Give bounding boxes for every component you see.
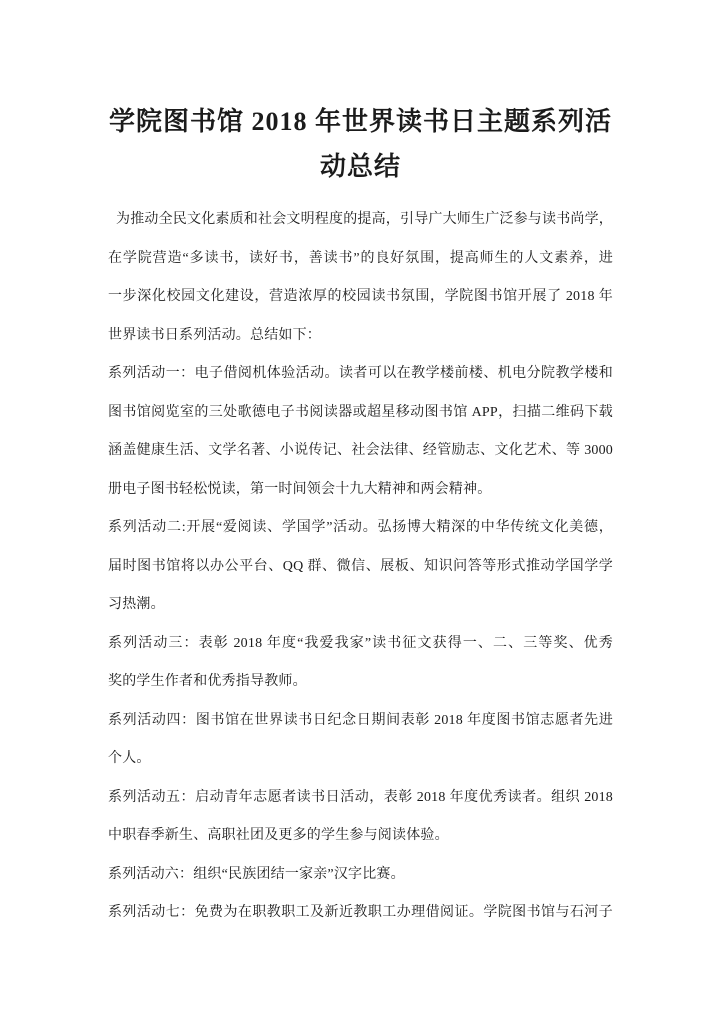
paragraph-activity-7 (108, 894, 613, 933)
body-line: 系列活动五：启动青年志愿者读书日活动，表彰 2018 年度优秀读者。组织 2018 (108, 789, 613, 805)
body-line: 习热潮。 (108, 597, 165, 612)
document-title (0, 99, 721, 189)
body-line: 涵盖健康生活、文学名著、小说传记、社会法律、经管励志、文化艺术、等 3000 (108, 443, 613, 458)
body-line: 系列活动七：免费为在职教职工及新近教职工办理借阅证。学院图书馆与石河子 (108, 905, 613, 920)
paragraph-activity-6 (108, 856, 613, 895)
body-line: 图书馆阅览室的三处歌德电子书阅读器或超星移动图书馆 APP，扫描二维码下载 (108, 404, 613, 420)
body-line: 系列活动四：图书馆在世界读书日纪念日期间表彰 2018 年度图书馆志愿者先进 (108, 712, 613, 728)
body-line: 奖的学生作者和优秀指导教师。 (108, 674, 307, 689)
document-body (108, 201, 613, 933)
paragraph-activity-3 (108, 625, 613, 702)
paragraph-activity-1 (108, 355, 613, 509)
paragraph-intro (108, 201, 613, 355)
body-line: 系列活动三：表彰 2018 年度“我爱我家”读书征文获得一、二、三等奖、优秀 (108, 635, 613, 651)
body-line: 在学院营造“多读书，读好书，善读书”的良好氛围，提高师生的人文素养，进 (108, 250, 613, 266)
body-line: 册电子图书轻松悦读，第一时间领会十九大精神和两会精神。 (108, 481, 492, 497)
body-line: 系列活动一：电子借阅机体验活动。读者可以在教学楼前楼、机电分院教学楼和 (108, 366, 613, 381)
title-line-2: 动总结 (319, 152, 401, 182)
body-line: 中职春季新生、高职社团及更多的学生参与阅读体验。 (108, 828, 449, 843)
body-line: 系列活动二:开展“爱阅读、学国学”活动。弘扬博大精深的中华传统文化美德， (108, 520, 613, 535)
body-line: 为推动全民文化素质和社会文明程度的提高，引导广大师生广泛参与读书尚学， (116, 212, 613, 227)
paragraph-activity-2 (108, 509, 613, 625)
body-line: 系列活动六：组织“民族团结一家亲”汉字比赛。 (108, 866, 405, 882)
paragraph-activity-4 (108, 702, 613, 779)
body-line: 一步深化校园文化建设，营造浓厚的校园读书氛围，学院图书馆开展了 2018 年 (108, 289, 613, 304)
body-line: 个人。 (108, 751, 151, 766)
body-line: 届时图书馆将以办公平台、QQ 群、微信、展板、知识问答等形式推动学国学学 (108, 558, 613, 574)
paragraph-activity-5 (108, 779, 613, 856)
body-line: 世界读书日系列活动。总结如下： (108, 327, 321, 343)
title-line-1: 学院图书馆 2018 年世界读书日主题系列活 (108, 107, 612, 137)
